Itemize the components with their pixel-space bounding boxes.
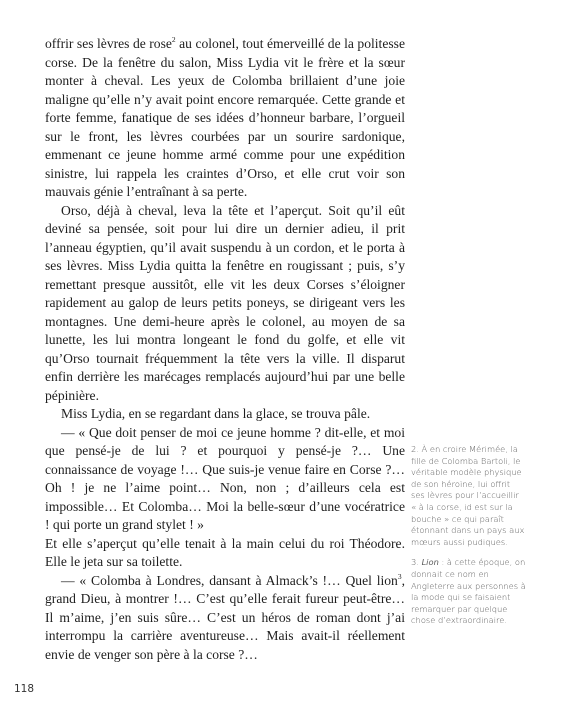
paragraph-6 [45,572,405,665]
paragraph-3: Miss Lydia, en se regardant dans la glace, se trouva pâle. [61,406,371,421]
paragraph-4: — « Que doit penser de moi ce jeune homme ? dit-elle, et moi que pensé-je de lui ? et pourquoi y pensé-je ?… Une connaissance de voyage !… Que suis-je venue faire en Corse ?… Oh ! je ne l’aime point… Non, non ; d’ailleurs cela est impossible… Et Colomba… Moi la belle-sœur d’une vocératrice ! qui porte un grand stylet ! » [45,424,405,532]
paragraph-2: Orso, déjà à cheval, leva la tête et l’aperçut. Soit qu’il eût deviné sa pensée, soit pour lui dire un dernier adieu, il prit l’anneau égyptien, qu’il avait suspendu à un cordon, et le porta à ses lèvres. Miss Lydia quitta la fenêtre en rougissant ; puis, s’y remettant presque aussitôt, elle vit les deux Corses s’éloigner rapidement au galop de leurs petits poneys, se dirigeant vers les montagnes. Une demi-heure après le colonel, au moyen de sa lunette, les lui montra longeant le fond du golfe, et elle vit qu’Orso tournait fréquemment la tête vers la ville. Il disparut enfin derrière les marécages remplacés aujourd’hui par une belle pépinière. [45,202,405,403]
footnote-3-number: 3. [411,557,422,568]
p6-text-end: , grand Dieu, à montrer !… C’est qu’elle ferait fureur peut-être… Il m’aime, j’en suis sûre… C’est un héros de roman dont j’ai interrompu la carrière aventureuse… Mais avait-il réellement envie de venger son père à la corse ?… [45,572,405,662]
p6-text-start: — « Colomba à Londres, dansant à Almack’s !… Quel lion [61,572,398,588]
footnote-3 [411,557,526,627]
main-text-column [45,35,405,664]
footnote-ref-2: 2 [171,35,176,44]
p1-text-end: au colonel, tout émerveillé de la politesse corse. De la fenêtre du salon, Miss Lydia vit le frère et la sœur monter à cheval. Les yeux de Colomba brillaient d’une joie maligne qu’elle n’y avait point encore remarquée. Cette grande et forte femme, fanatique de ses idées d’honneur barbare, l’orgueil sur le front, les lèvres courbées par un sourire sardonique, emmenant ce jeune homme armé comme pour une expédition sinistre, lui rappela les craintes d’Orso, et elle crut voir son mauvais génie l’entraînant à sa perte. [45,36,405,199]
p1-text-start: offrir ses lèvres de rose [45,36,172,51]
page-number: 118 [14,683,35,695]
footnote-3-text: : à cette époque, on donnait ce nom en Angleterre aux personnes à la mode qui se faisaient remarquer par quelque chose d’extraordinaire. [411,557,526,626]
footnote-2: 2. À en croire Mérimée, la fille de Colomba Bartoli, le véritable modèle physique de son héroïne, lui offrit ses lèvres pour l’accueillir « à la corse, id est sur la bouche » ce qui paraît étonnant dans un pays aux mœurs aussi pudiques. [411,444,525,547]
footnote-ref-3: 3 [397,571,402,581]
paragraph-1 [45,35,405,202]
paragraph-5: Et elle s’aperçut qu’elle tenait à la main celui du roi Théodore. Elle le jeta sur sa toilette. [45,535,405,569]
footnote-3-term: Lion [421,557,439,568]
footnotes-column [411,444,526,636]
